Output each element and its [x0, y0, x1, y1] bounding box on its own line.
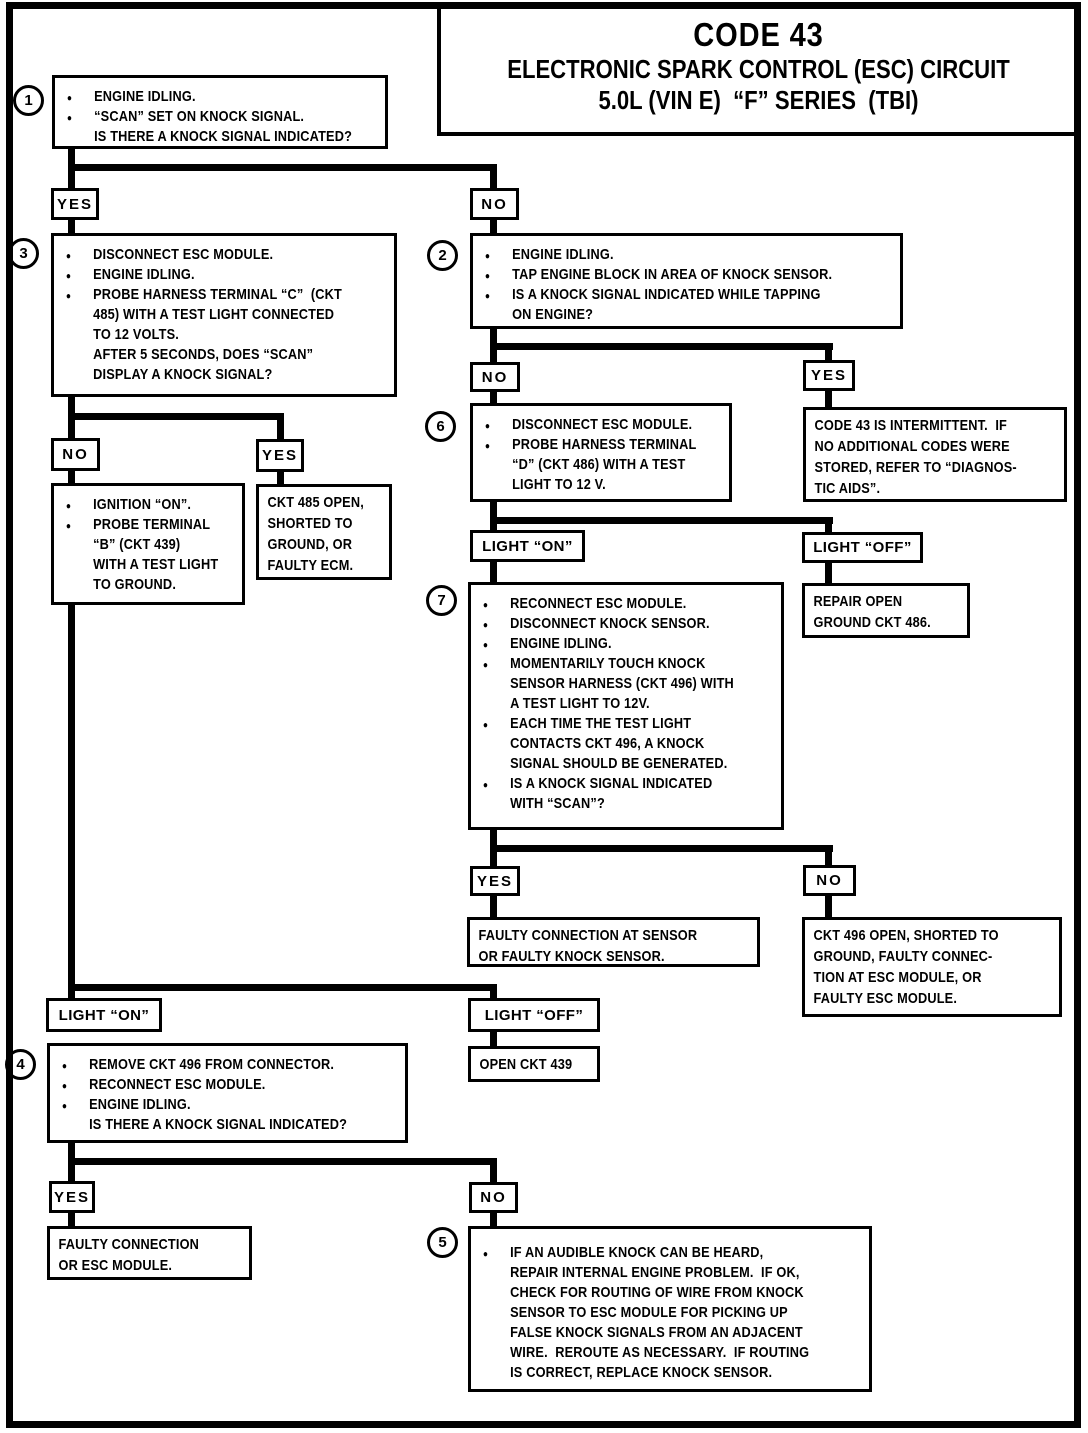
- step-1-items: [55, 78, 392, 147]
- text-line: FAULTY CONNECTION AT SENSOR: [478, 927, 698, 944]
- text-line: ● RECONNECT ESC MODULE.: [57, 1075, 407, 1095]
- result-repair-ground-box: [802, 583, 970, 638]
- text-line: ● ENGINE IDLING.: [478, 634, 784, 654]
- flow-connector: [490, 502, 497, 530]
- text-line: STORED, REFER TO “DIAGNOS-: [814, 459, 1017, 476]
- step-5-items: [471, 1229, 875, 1383]
- text-line: 485) WITH A TEST LIGHT CONNECTED: [93, 306, 335, 323]
- text-line: TIC AIDS”.: [814, 480, 881, 497]
- flow-connector: [490, 984, 497, 998]
- text-line: WIRE. REROUTE AS NECESSARY. IF ROUTING: [510, 1344, 810, 1361]
- text-line: ● IF AN AUDIBLE KNOCK CAN BE HEARD,: [478, 1243, 870, 1263]
- flow-connector: [68, 413, 284, 420]
- step-6-number: 6: [425, 411, 456, 442]
- flow-connector: [825, 343, 832, 360]
- branch-yes-3: YES: [256, 439, 304, 472]
- text-line: GROUND, OR: [267, 536, 353, 553]
- branch-light-on-6: LIGHT “ON”: [470, 530, 585, 562]
- branch-yes-4: YES: [49, 1181, 95, 1213]
- text-line: WITH “SCAN”?: [510, 795, 605, 812]
- text-line: ● DISCONNECT KNOCK SENSOR.: [478, 614, 784, 634]
- text-line: ● “SCAN” SET ON KNOCK SIGNAL.: [62, 107, 387, 127]
- flow-connector: [825, 563, 832, 583]
- branch-yes-2: YES: [803, 360, 855, 391]
- result-faulty-esc-text: [50, 1229, 262, 1276]
- text-line: ● EACH TIME THE TEST LIGHT: [478, 714, 784, 734]
- text-line: FAULTY ESC MODULE.: [813, 990, 958, 1007]
- flow-connector: [68, 164, 497, 171]
- text-line: WITH A TEST LIGHT: [93, 556, 219, 573]
- text-line: ● REMOVE CKT 496 FROM CONNECTOR.: [57, 1055, 407, 1075]
- branch-no-3: NO: [51, 438, 100, 471]
- text-line: ● PROBE HARNESS TERMINAL: [480, 435, 732, 455]
- flow-connector: [490, 220, 497, 234]
- step-7-number: 7: [426, 585, 457, 616]
- result-ckt485-text: [259, 487, 402, 576]
- text-line: DISPLAY A KNOCK SIGNAL?: [93, 366, 273, 383]
- text-line: TO 12 VOLTS.: [93, 326, 179, 343]
- flow-connector: [490, 1032, 497, 1046]
- step-5-number: 5: [427, 1227, 458, 1258]
- step-1-box: [52, 75, 388, 149]
- text-line: ● ENGINE IDLING.: [61, 265, 396, 285]
- text-line: ● DISCONNECT ESC MODULE.: [480, 415, 732, 435]
- flow-connector: [277, 472, 284, 484]
- text-line: “B” (CKT 439): [93, 536, 181, 553]
- step-7-box: [468, 582, 784, 830]
- text-line: ● PROBE TERMINAL: [61, 515, 246, 535]
- flow-connector: [68, 1213, 75, 1227]
- step-6-items: [473, 406, 737, 495]
- text-line: FALSE KNOCK SIGNALS FROM AN ADJACENT: [510, 1324, 803, 1341]
- text-line: IS THERE A KNOCK SIGNAL INDICATED?: [94, 128, 353, 145]
- text-line: AFTER 5 SECONDS, DOES “SCAN”: [93, 346, 314, 363]
- text-line: SHORTED TO: [267, 515, 353, 532]
- text-line: LIGHT TO 12 V.: [512, 476, 606, 493]
- flow-connector: [68, 605, 75, 998]
- text-line: CONTACTS CKT 496, A KNOCK: [510, 735, 705, 752]
- step-2-number: 2: [427, 240, 458, 271]
- text-line: SENSOR TO ESC MODULE FOR PICKING UP: [510, 1304, 788, 1321]
- step-3-items: [54, 236, 401, 385]
- text-line: ● ENGINE IDLING.: [480, 245, 901, 265]
- branch-light-on-4: LIGHT “ON”: [46, 998, 162, 1032]
- text-line: NO ADDITIONAL CODES WERE: [814, 438, 1010, 455]
- text-line: ● TAP ENGINE BLOCK IN AREA OF KNOCK SENSOR.: [480, 265, 901, 285]
- branch-no-1: NO: [470, 188, 519, 220]
- text-line: CODE 43 IS INTERMITTENT. IF: [814, 417, 1007, 434]
- step-6-box: [470, 403, 732, 502]
- flow-connector: [825, 845, 832, 865]
- step-1-number: 1: [13, 85, 44, 116]
- text-line: IS CORRECT, REPLACE KNOCK SENSOR.: [510, 1364, 773, 1381]
- text-line: FAULTY ECM.: [267, 557, 354, 574]
- text-line: ● ENGINE IDLING.: [57, 1095, 407, 1115]
- text-line: CKT 485 OPEN,: [267, 494, 364, 511]
- text-line: SIGNAL SHOULD BE GENERATED.: [510, 755, 728, 772]
- result-open-ckt439-text: [471, 1049, 611, 1075]
- flow-connector: [68, 1158, 497, 1165]
- branch-light-off-6: LIGHT “OFF”: [802, 532, 923, 563]
- flow-connector: [490, 392, 497, 403]
- step-3-box: [51, 233, 397, 397]
- text-line: FAULTY CONNECTION: [58, 1236, 200, 1253]
- result-repair-ground-text: [805, 586, 980, 633]
- step-2-items: [473, 236, 906, 325]
- text-line: ● IGNITION “ON”.: [61, 495, 246, 515]
- ignition-probe-items: [54, 486, 251, 595]
- ignition-probe-box: [51, 483, 245, 605]
- title-box: [437, 2, 1080, 136]
- text-line: “D” (CKT 486) WITH A TEST: [512, 456, 686, 473]
- text-line: CHECK FOR ROUTING OF WIRE FROM KNOCK: [510, 1284, 804, 1301]
- flow-connector: [490, 343, 833, 350]
- text-line: ON ENGINE?: [512, 306, 594, 323]
- text-line: TION AT ESC MODULE, OR: [813, 969, 982, 986]
- flow-connector: [490, 517, 833, 524]
- text-line: ● IS A KNOCK SIGNAL INDICATED: [478, 774, 784, 794]
- text-line: OPEN CKT 439: [479, 1056, 573, 1073]
- result-ckt496-box: [802, 917, 1062, 1017]
- text-line: REPAIR OPEN: [813, 593, 903, 610]
- branch-no-4: NO: [469, 1182, 518, 1213]
- text-line: ● MOMENTARILY TOUCH KNOCK: [478, 654, 784, 674]
- text-line: IS THERE A KNOCK SIGNAL INDICATED?: [89, 1116, 348, 1133]
- step-3-number: 3: [8, 238, 39, 269]
- title-subtitle-2: 5.0L (VIN E) “F” SERIES (TBI): [598, 85, 919, 115]
- flow-connector: [490, 562, 497, 582]
- page-title: CODE 43: [693, 16, 824, 53]
- step-5-box: [468, 1226, 872, 1392]
- text-line: GROUND, FAULTY CONNEC-: [813, 948, 993, 965]
- step-2-box: [470, 233, 903, 329]
- text-line: REPAIR INTERNAL ENGINE PROBLEM. IF OK,: [510, 1264, 800, 1281]
- flow-connector: [68, 220, 75, 234]
- text-line: OR ESC MODULE.: [58, 1257, 173, 1274]
- flow-connector: [68, 471, 75, 483]
- step-4-number: 4: [5, 1049, 36, 1080]
- flow-connector: [490, 845, 833, 852]
- result-ckt496-text: [805, 920, 1071, 1009]
- text-line: A TEST LIGHT TO 12V.: [510, 695, 650, 712]
- flow-connector: [825, 517, 832, 532]
- step-7-items: [471, 585, 789, 814]
- text-line: OR FAULTY KNOCK SENSOR.: [478, 948, 665, 965]
- text-line: ● DISCONNECT ESC MODULE.: [61, 245, 396, 265]
- flow-connector: [277, 413, 284, 439]
- branch-yes-7: YES: [470, 866, 520, 896]
- result-intermittent-box: [803, 407, 1067, 502]
- flow-connector: [490, 1158, 497, 1182]
- flow-connector: [68, 984, 497, 991]
- step-4-box: [47, 1043, 408, 1143]
- flow-connector: [825, 391, 832, 407]
- text-line: ● PROBE HARNESS TERMINAL “C” (CKT: [61, 285, 396, 305]
- step-4-items: [50, 1046, 412, 1135]
- result-faulty-esc-box: [47, 1226, 252, 1280]
- flow-connector: [825, 896, 832, 917]
- branch-yes-1: YES: [51, 188, 99, 220]
- result-ckt485-box: [256, 484, 392, 580]
- text-line: ● ENGINE IDLING.: [62, 87, 387, 107]
- text-line: GROUND CKT 486.: [813, 614, 931, 631]
- text-line: ● IS A KNOCK SIGNAL INDICATED WHILE TAPPING: [480, 285, 901, 305]
- result-faulty-sensor-text: [470, 920, 768, 967]
- branch-no-7: NO: [803, 865, 856, 896]
- text-line: ● RECONNECT ESC MODULE.: [478, 594, 784, 614]
- text-line: SENSOR HARNESS (CKT 496) WITH: [510, 675, 734, 692]
- flow-connector: [490, 896, 497, 917]
- text-line: CKT 496 OPEN, SHORTED TO: [813, 927, 999, 944]
- result-intermittent-text: [806, 410, 1076, 499]
- branch-no-2: NO: [470, 362, 520, 392]
- text-line: TO GROUND.: [93, 576, 177, 593]
- flow-connector: [490, 1213, 497, 1227]
- result-open-ckt439-box: [468, 1046, 600, 1082]
- result-faulty-sensor-box: [467, 917, 760, 967]
- branch-light-off-4: LIGHT “OFF”: [468, 998, 600, 1032]
- title-subtitle-1: ELECTRONIC SPARK CONTROL (ESC) CIRCUIT: [507, 54, 1010, 84]
- flow-connector: [490, 164, 497, 188]
